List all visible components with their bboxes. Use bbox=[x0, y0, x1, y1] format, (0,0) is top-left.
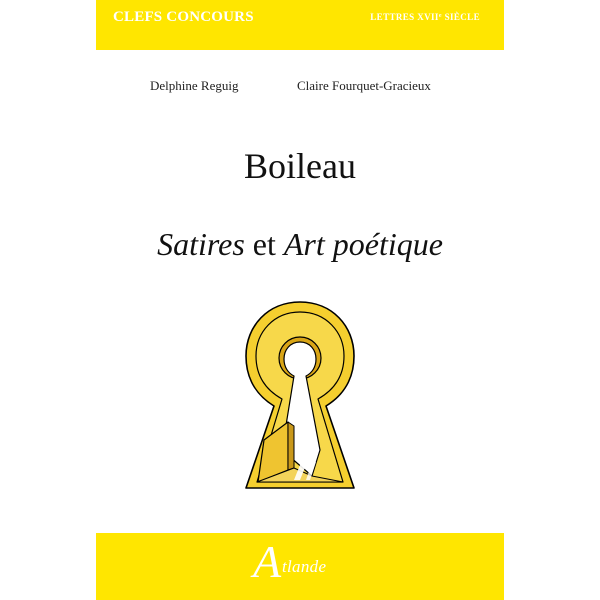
collection-main: LETTRES XVII bbox=[370, 12, 439, 22]
keyhole-door-edge bbox=[288, 422, 294, 470]
book-title: Boileau bbox=[244, 146, 356, 186]
subtitle-connector: et bbox=[244, 226, 284, 262]
series-name: CLEFS CONCOURS bbox=[113, 9, 254, 25]
authors bbox=[96, 78, 504, 96]
book-subtitle bbox=[96, 226, 504, 263]
subtitle-part-1: Satires bbox=[157, 226, 245, 262]
top-band bbox=[96, 0, 504, 50]
collection-superscript: e bbox=[438, 13, 442, 19]
subtitle-part-2: Art poétique bbox=[283, 226, 443, 262]
publisher-logo-initial: A bbox=[253, 536, 282, 587]
publisher-logo bbox=[251, 536, 351, 591]
collection-label bbox=[370, 12, 480, 22]
author-1: Delphine Reguig bbox=[150, 78, 239, 93]
keyhole-icon bbox=[244, 300, 356, 492]
author-2: Claire Fourquet-Gracieux bbox=[297, 78, 431, 93]
collection-tail: SIÈCLE bbox=[441, 12, 480, 22]
publisher-logo-text: tlande bbox=[282, 557, 327, 576]
book-cover bbox=[96, 0, 504, 600]
